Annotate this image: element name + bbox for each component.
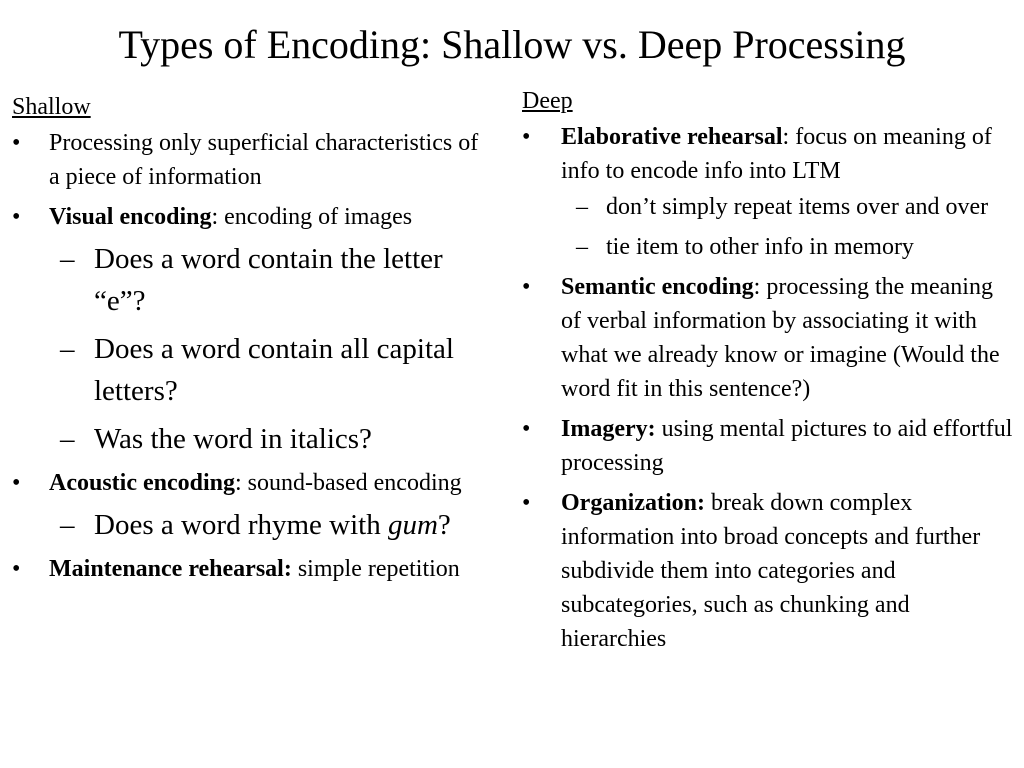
list-item	[522, 486, 1018, 656]
sub-item-text: Does a word contain all capital letters?	[94, 333, 454, 407]
sub-item-italic: gum	[387, 509, 438, 541]
sub-item-end: ?	[437, 509, 451, 541]
sub-item-text: Does a word rhyme with	[94, 509, 388, 541]
dash-icon: –	[576, 194, 588, 220]
list-item	[522, 412, 1018, 480]
item-term: Acoustic encoding	[49, 470, 235, 496]
bullet-icon: •	[522, 490, 531, 516]
item-text: simple repetition	[291, 556, 460, 582]
bullet-icon: •	[12, 204, 21, 230]
sub-list-item	[12, 328, 488, 412]
dash-icon: –	[60, 509, 75, 541]
item-text: break down complex information into broad concepts and further subdivide them into categories and subcategories, such as chunking and hierarchies	[561, 490, 981, 652]
bullet-icon: •	[522, 416, 531, 442]
sub-list	[12, 238, 488, 460]
dash-icon: –	[60, 423, 75, 455]
list-item	[12, 126, 488, 194]
bullet-icon: •	[522, 124, 531, 150]
list-item	[522, 270, 1018, 406]
list-item	[12, 466, 488, 546]
item-term: Visual encoding	[49, 204, 212, 230]
sub-list	[12, 504, 488, 546]
shallow-column	[12, 92, 488, 592]
deep-heading: Deep	[522, 88, 573, 114]
list-item	[12, 552, 488, 586]
sub-item-text: Does a word contain the letter “e”?	[94, 243, 443, 317]
item-term: Organization:	[561, 490, 705, 516]
shallow-list	[12, 126, 488, 586]
shallow-heading: Shallow	[12, 94, 91, 120]
item-term: Imagery:	[561, 416, 656, 442]
slide-title: Types of Encoding: Shallow vs. Deep Processing	[118, 22, 906, 67]
deep-column	[522, 86, 1018, 662]
sub-item-text: don’t simply repeat items over and over	[606, 194, 989, 220]
deep-list	[522, 120, 1018, 656]
sub-item-text: Was the word in italics?	[94, 423, 372, 455]
sub-list-item	[12, 504, 488, 546]
sub-list-item	[522, 230, 1018, 264]
sub-list-item	[12, 238, 488, 322]
sub-item-text: tie item to other info in memory	[606, 234, 914, 260]
sub-list-item	[522, 190, 1018, 224]
item-term: Maintenance rehearsal:	[49, 556, 292, 582]
list-item	[522, 120, 1018, 264]
item-text: Processing only superficial characteristics of a piece of information	[49, 130, 479, 190]
bullet-icon: •	[522, 274, 531, 300]
list-item	[12, 200, 488, 460]
dash-icon: –	[576, 234, 588, 260]
sub-list	[522, 190, 1018, 264]
item-text: using mental pictures to aid effortful processing	[561, 416, 1013, 476]
bullet-icon: •	[12, 470, 21, 496]
sub-list-item	[12, 418, 488, 460]
item-text: : sound-based encoding	[235, 470, 462, 496]
dash-icon: –	[60, 333, 75, 365]
item-text: : focus on meaning of info to encode info into LTM	[561, 124, 992, 184]
item-term: Elaborative rehearsal	[561, 124, 783, 150]
item-text: : encoding of images	[211, 204, 413, 230]
bullet-icon: •	[12, 556, 21, 582]
dash-icon: –	[60, 243, 75, 275]
item-term: Semantic encoding	[561, 274, 754, 300]
bullet-icon: •	[12, 130, 21, 156]
item-text: : processing the meaning of verbal information by associating it with what we already know or imagine (Would the word fit in this sentence?)	[561, 274, 1000, 402]
